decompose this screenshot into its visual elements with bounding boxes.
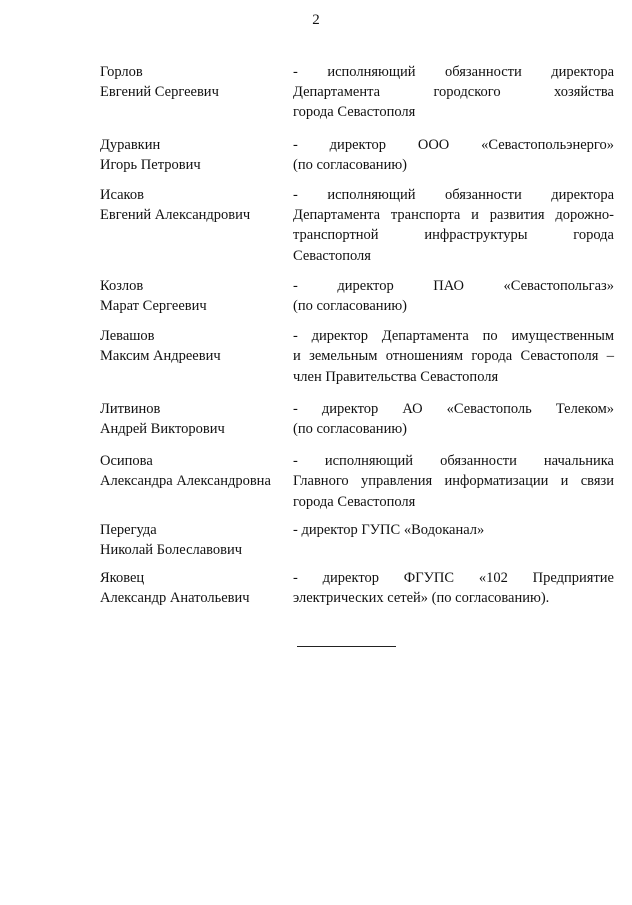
given-names: Александра Александровна: [100, 473, 271, 490]
member-list: [0, 62, 632, 609]
position-description: [293, 185, 614, 266]
position-line: (по согласованию): [293, 298, 407, 315]
given-names: Игорь Петрович: [100, 156, 201, 173]
position-description: [293, 451, 614, 512]
list-item: [100, 568, 614, 608]
position-description: [293, 135, 614, 175]
person-name: [100, 568, 293, 608]
position-line: - директор ФГУПС «102 Предприятие: [293, 570, 614, 587]
list-item: [100, 520, 614, 560]
position-description: [293, 568, 614, 608]
position-line: транспортной инфраструктуры города: [293, 227, 614, 244]
position-line: - исполняющий обязанности директора: [293, 64, 614, 80]
position-line: электрических сетей» (по согласованию).: [293, 590, 550, 607]
position-line: - директор ГУПС «Водоканал»: [293, 521, 485, 538]
person-name: [100, 520, 293, 560]
list-item: [100, 451, 614, 512]
position-line: города Севастополя: [293, 493, 416, 510]
position-line: Главного управления информатизации и связи: [293, 473, 614, 490]
given-names: Марат Сергеевич: [100, 298, 207, 315]
given-names: Максим Андреевич: [100, 348, 221, 365]
person-name: [100, 185, 293, 266]
closing-separator-line: [297, 646, 396, 647]
position-line: (по согласованию): [293, 421, 407, 438]
position-line: города Севастополя: [293, 104, 416, 121]
person-name: [100, 276, 293, 316]
list-item: [100, 185, 614, 266]
position-line: - директор Департамента по имущественным: [293, 328, 614, 345]
position-description: [293, 62, 614, 123]
person-name: [100, 451, 293, 512]
position-description: [293, 276, 614, 316]
position-line: - директор АО «Севастополь Телеком»: [293, 400, 614, 417]
surname: Дуравкин: [100, 136, 161, 153]
position-line: член Правительства Севастополя: [293, 368, 499, 385]
position-description: [293, 520, 614, 560]
position-line: - директор ПАО «Севастопольгаз»: [293, 277, 614, 294]
position-description: [293, 399, 614, 439]
position-line: Департамента транспорта и развития дорожно-: [293, 207, 614, 224]
given-names: Евгений Александрович: [100, 207, 251, 224]
given-names: Николай Болеславович: [100, 542, 243, 559]
surname: Козлов: [100, 277, 144, 294]
person-name: [100, 326, 293, 387]
surname: Осипова: [100, 453, 153, 470]
person-name: [100, 62, 293, 123]
given-names: Андрей Викторович: [100, 421, 225, 438]
position-line: (по согласованию): [293, 156, 407, 173]
person-name: [100, 399, 293, 439]
surname: Исаков: [100, 187, 144, 204]
list-item: [100, 276, 614, 316]
list-item: [100, 326, 614, 387]
position-line: и земельным отношениям города Севастополя –: [293, 348, 614, 365]
list-item: [100, 399, 614, 439]
position-line: - директор ООО «Севастопольэнерго»: [293, 136, 614, 153]
surname: Литвинов: [100, 400, 161, 417]
position-line: Севастополя: [293, 247, 371, 264]
list-item: [100, 135, 614, 175]
surname: Перегуда: [100, 521, 157, 538]
surname: Горлов: [100, 64, 143, 80]
position-line: - исполняющий обязанности начальника: [293, 453, 614, 470]
position-line: - исполняющий обязанности директора: [293, 187, 614, 204]
person-name: [100, 135, 293, 175]
page-number: 2: [312, 12, 320, 28]
given-names: Александр Анатольевич: [100, 590, 250, 607]
position-line: Департамента городского хозяйства: [293, 84, 614, 101]
position-description: [293, 326, 614, 387]
list-item: [100, 62, 614, 123]
surname: Яковец: [100, 570, 145, 587]
surname: Левашов: [100, 328, 155, 345]
given-names: Евгений Сергеевич: [100, 84, 219, 101]
